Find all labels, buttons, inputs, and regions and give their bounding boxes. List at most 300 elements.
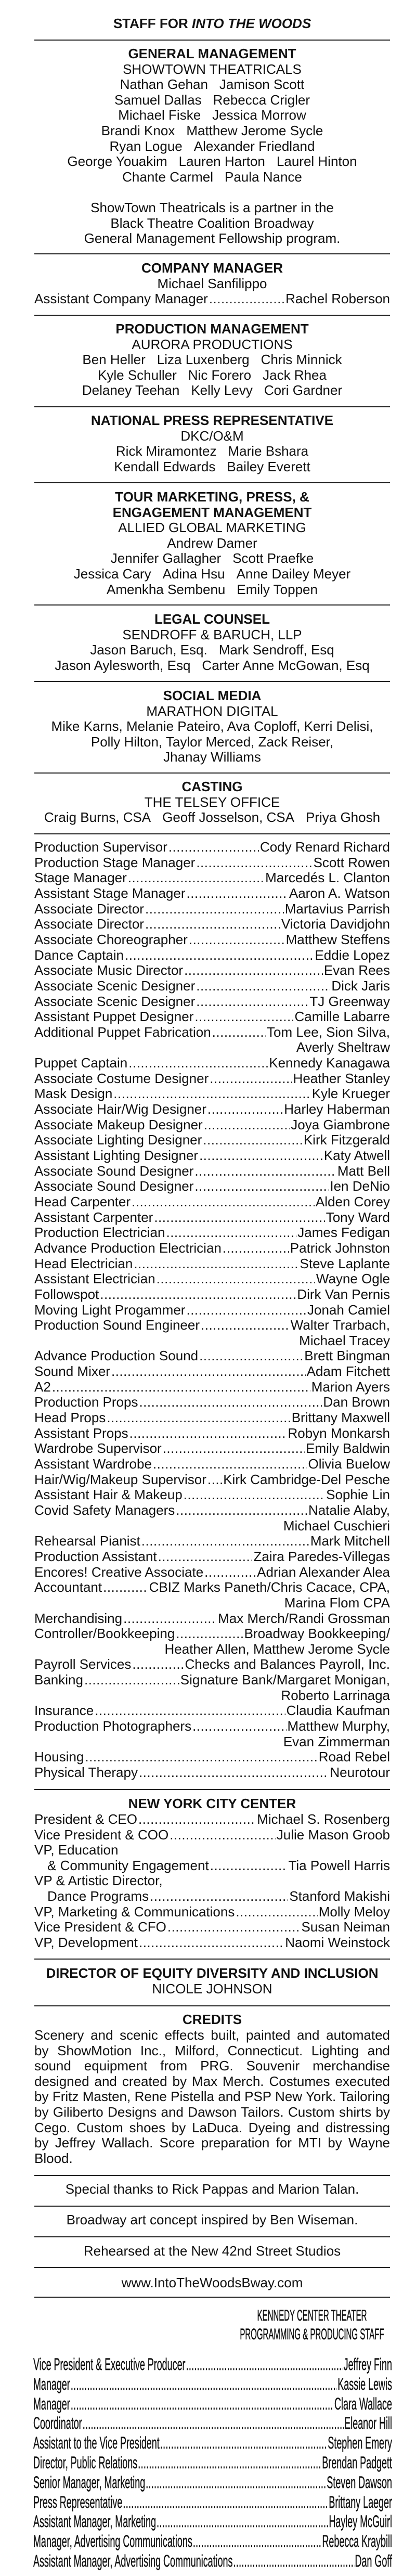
person-name: Marie Bshara bbox=[228, 443, 309, 459]
section-heading: LEGAL COUNSEL bbox=[154, 611, 270, 627]
credit-name: Sophie Lin bbox=[326, 1487, 390, 1503]
credit-name: Susan Neiman bbox=[301, 1919, 390, 1935]
credits-text-line: designed and created by Max Merch. Costumes executed bbox=[34, 2073, 390, 2089]
name-line bbox=[34, 749, 390, 765]
credit-role: Associate Music Director bbox=[34, 962, 184, 978]
kennedy-credit-row bbox=[33, 2394, 392, 2414]
rehearsal-venue: Rehearsed at the New 42nd Street Studios bbox=[83, 2243, 341, 2259]
credit-role: Associate Director bbox=[34, 900, 144, 917]
kennedy-credit-row bbox=[33, 2531, 392, 2551]
dot-leader bbox=[100, 1286, 296, 1302]
credit-row bbox=[34, 1472, 390, 1487]
credit-row bbox=[34, 1148, 390, 1163]
credit-row bbox=[34, 1071, 390, 1086]
credit-role: Accountant bbox=[34, 1579, 102, 1595]
credit-name: Steven Dawson bbox=[327, 2472, 392, 2492]
credit-row bbox=[34, 1579, 390, 1595]
credit-role: Followspot bbox=[34, 1286, 99, 1302]
dot-leader bbox=[107, 1410, 290, 1425]
dot-leader bbox=[128, 870, 264, 885]
credit-role: Assistant Props bbox=[34, 1425, 128, 1441]
credit-role: Assistant Hair & Makeup bbox=[34, 1487, 183, 1503]
note-line: Black Theatre Coalition Broadway bbox=[110, 215, 314, 231]
dot-leader bbox=[129, 1425, 287, 1441]
section-heading: PRODUCTION MANAGEMENT bbox=[115, 321, 309, 337]
person-name: Delaney Teehan bbox=[82, 382, 180, 398]
dot-leader bbox=[196, 994, 308, 1009]
credit-row bbox=[34, 1178, 390, 1194]
person-name: Paula Nance bbox=[224, 169, 302, 185]
credit-row bbox=[34, 1487, 390, 1502]
credit-row bbox=[34, 916, 390, 932]
kennedy-credit-row bbox=[33, 2492, 392, 2512]
credit-role: Sound Mixer bbox=[34, 1363, 110, 1380]
dot-leader bbox=[199, 1348, 303, 1363]
section-divider bbox=[34, 40, 390, 41]
page-title bbox=[34, 16, 390, 31]
company-name: AURORA PRODUCTIONS bbox=[132, 336, 293, 352]
person-name: Michael Sanfilippo bbox=[157, 275, 267, 291]
dot-leader bbox=[189, 932, 285, 947]
dot-leader bbox=[196, 978, 330, 994]
name-line bbox=[34, 367, 390, 383]
credit-role: Manager bbox=[33, 2394, 70, 2413]
credit-role: Banking bbox=[34, 1672, 83, 1688]
credit-row bbox=[34, 839, 390, 855]
person-name: Mike Karns, Melanie Pateiro, Ava Coploff, Kerri Delisi, bbox=[51, 718, 373, 735]
kennedy-credit-row bbox=[33, 2472, 392, 2492]
section-divider bbox=[34, 772, 390, 774]
person-name: Bailey Everett bbox=[227, 458, 310, 474]
kennedy-heading: KENNEDY CENTER THEATER bbox=[257, 2307, 367, 2324]
credit-role: Dance Captain bbox=[34, 947, 124, 963]
person-name: Nic Forero bbox=[188, 367, 252, 383]
credit-name: Mark Mitchell bbox=[310, 1533, 390, 1549]
dot-leader bbox=[184, 1487, 325, 1502]
name-line bbox=[34, 153, 390, 169]
special-thanks: Special thanks to Rick Pappas and Marion Talan. bbox=[65, 2181, 359, 2197]
credit-name: Martavius Parrish bbox=[284, 900, 390, 917]
credit-name: Checks and Balances Payroll, Inc. bbox=[185, 1656, 390, 1672]
dot-leader bbox=[150, 1888, 288, 1904]
credit-name: Matthew Murphy, bbox=[287, 1718, 390, 1734]
name-line bbox=[34, 92, 390, 108]
dot-leader bbox=[212, 1024, 266, 1040]
person-name: Michael Fiske bbox=[118, 107, 201, 123]
credit-row bbox=[34, 1935, 390, 1950]
kennedy-credit-row bbox=[33, 2511, 392, 2531]
dot-leader bbox=[52, 1379, 310, 1395]
credit-row bbox=[34, 1009, 390, 1024]
credit-name: Jonah Camiel bbox=[307, 1302, 390, 1318]
section-divider bbox=[34, 2005, 390, 2007]
credit-name: Robyn Monkarsh bbox=[288, 1425, 390, 1441]
credit-role: Assistant Company Manager bbox=[34, 291, 208, 307]
credit-name: Marcedés L. Clanton bbox=[265, 870, 390, 886]
credit-name: Marion Ayers bbox=[311, 1379, 390, 1395]
dot-leader bbox=[207, 1472, 222, 1487]
credit-role: VP, Marketing & Communications bbox=[34, 1903, 235, 1920]
name-line bbox=[34, 138, 390, 154]
dot-leader bbox=[125, 947, 314, 963]
section-divider bbox=[34, 2267, 390, 2269]
credit-name: Patrick Johnston bbox=[290, 1240, 390, 1256]
credit-role: Wardrobe Supervisor bbox=[34, 1440, 162, 1457]
credit-name: Adrian Alexander Alea bbox=[257, 1564, 390, 1580]
company-name: ALLIED GLOBAL MARKETING bbox=[118, 520, 306, 536]
dot-leader bbox=[160, 2433, 327, 2453]
credit-row bbox=[34, 1858, 390, 1873]
credit-role: Associate Makeup Designer bbox=[34, 1116, 203, 1132]
dot-leader bbox=[194, 1178, 329, 1194]
credit-row bbox=[34, 1718, 390, 1734]
dot-leader bbox=[111, 1363, 306, 1379]
kennedy-credit-row bbox=[33, 2551, 392, 2571]
credit-name: Eddie Lopez bbox=[315, 947, 390, 963]
credit-role: Vice President & COO bbox=[34, 1826, 169, 1843]
dot-leader bbox=[186, 1302, 306, 1318]
credit-name: Harley Haberman bbox=[284, 1101, 390, 1117]
person-name: Jessica Morrow bbox=[212, 107, 306, 123]
name-line bbox=[34, 107, 390, 123]
credit-row bbox=[34, 1626, 390, 1641]
dot-leader bbox=[210, 1858, 288, 1873]
company-name: SENDROFF & BARUCH, LLP bbox=[122, 626, 302, 642]
credit-role: Production Electrician bbox=[34, 1225, 165, 1241]
credit-name: Tony Ward bbox=[326, 1209, 390, 1225]
credit-name: Kirk Cambridge-Del Pesche bbox=[223, 1471, 390, 1487]
credit-row bbox=[34, 994, 390, 1009]
credit-row bbox=[34, 1672, 390, 1688]
dot-leader bbox=[209, 291, 284, 306]
credit-row bbox=[34, 1749, 390, 1764]
section-heading: GENERAL MANAGEMENT bbox=[128, 46, 296, 61]
credit-role: Mask Design bbox=[34, 1086, 113, 1102]
kennedy-credit-row bbox=[33, 2433, 392, 2453]
credit-role: Head Props bbox=[34, 1410, 106, 1426]
name-line bbox=[34, 382, 390, 398]
credit-name: Kassie Lewis bbox=[337, 2374, 392, 2393]
credit-role: Production Photographers bbox=[34, 1718, 192, 1734]
person-name: NICOLE JOHNSON bbox=[152, 1981, 272, 1997]
person-name: Adina Hsu bbox=[162, 566, 225, 582]
dot-leader bbox=[203, 1132, 303, 1148]
credit-row bbox=[34, 291, 390, 306]
section-heading: TOUR MARKETING, PRESS, & bbox=[115, 489, 309, 505]
credit-role: Associate Scenic Designer bbox=[34, 993, 196, 1009]
credit-row bbox=[34, 1194, 390, 1209]
credit-name: Cody Renard Richard bbox=[259, 839, 390, 855]
credit-name: Tia Powell Harris bbox=[288, 1857, 390, 1873]
credit-role: Vice President & CFO bbox=[34, 1919, 166, 1935]
dot-leader bbox=[132, 1656, 184, 1672]
credit-name: Camille Labarre bbox=[294, 1009, 390, 1025]
credits-text-line: Scenery and scenic effects built, painted and automated bbox=[34, 2027, 390, 2043]
credit-row bbox=[34, 1533, 390, 1549]
dot-leader bbox=[71, 2374, 337, 2394]
credit-row bbox=[34, 1394, 390, 1410]
credit-role: Assistant Puppet Designer bbox=[34, 1009, 194, 1025]
credit-row bbox=[34, 1086, 390, 1101]
credit-role: Coordinator bbox=[33, 2414, 82, 2433]
section-divider bbox=[34, 482, 390, 484]
credit-role: Head Electrician bbox=[34, 1255, 133, 1271]
credit-row bbox=[34, 1024, 390, 1040]
credit-name: Joya Giambrone bbox=[291, 1116, 390, 1132]
credit-name: Brittany Laeger bbox=[329, 2492, 392, 2511]
credit-role: Moving Light Progammer bbox=[34, 1302, 186, 1318]
company-name: THE TELSEY OFFICE bbox=[144, 794, 280, 810]
credit-name: Victoria Davidjohn bbox=[281, 916, 390, 932]
credit-name: Dirk Van Pernis bbox=[297, 1286, 390, 1302]
section-heading: NEW YORK CITY CENTER bbox=[128, 1796, 296, 1811]
credit-role: Advance Production Electrician bbox=[34, 1240, 222, 1256]
credit-role: Assistant to the Vice President bbox=[33, 2433, 160, 2453]
section-divider bbox=[34, 1789, 390, 1791]
person-name: Emily Toppen bbox=[237, 581, 318, 597]
credit-name: Wayne Ogle bbox=[316, 1271, 390, 1287]
credits-text-line: Cego. Custom shoes by LaDuca. Dyeing and distressing bbox=[34, 2119, 390, 2135]
credit-name: Kyle Krueger bbox=[311, 1086, 390, 1102]
dot-leader bbox=[123, 1611, 217, 1626]
kennedy-heading: PROGRAMMING & PRODUCING STAFF bbox=[240, 2326, 384, 2343]
person-name: Scott Praefke bbox=[232, 550, 314, 566]
credit-role: Manager bbox=[33, 2374, 70, 2393]
credit-role: Covid Safety Managers bbox=[34, 1502, 175, 1518]
credit-role: President & CEO bbox=[34, 1811, 137, 1827]
person-name: Jessica Cary bbox=[73, 566, 151, 582]
dot-leader bbox=[207, 1101, 283, 1117]
credit-name: Kirk Fitzgerald bbox=[303, 1132, 390, 1148]
credit-role: Director, Public Relations bbox=[33, 2453, 138, 2472]
credit-name: Molly Meloy bbox=[318, 1903, 390, 1920]
name-line bbox=[34, 459, 390, 474]
credit-name: Aaron A. Watson bbox=[289, 885, 390, 901]
credit-row bbox=[34, 1764, 390, 1780]
name-line bbox=[34, 566, 390, 582]
name-line bbox=[34, 169, 390, 185]
credit-name: Eleanor Hill bbox=[344, 2414, 392, 2433]
credit-name: Olivia Buelow bbox=[308, 1456, 390, 1472]
credit-name: Steve Laplante bbox=[300, 1255, 390, 1271]
credit-name: Brittany Maxwell bbox=[291, 1410, 390, 1426]
company-name: DKC/O&M bbox=[180, 428, 244, 444]
dot-leader bbox=[194, 1163, 336, 1179]
credit-name: Ien DeNio bbox=[330, 1178, 390, 1194]
dot-leader bbox=[186, 2354, 343, 2374]
name-line bbox=[34, 718, 390, 734]
person-name: Priya Ghosh bbox=[305, 809, 381, 826]
credit-row bbox=[34, 932, 390, 947]
person-name: Matthew Jerome Sycle bbox=[186, 123, 323, 138]
credit-role: Associate Sound Designer bbox=[34, 1178, 194, 1194]
credit-row bbox=[34, 1271, 390, 1286]
person-name: Jennifer Gallagher bbox=[110, 550, 222, 566]
credit-row bbox=[34, 1564, 390, 1580]
section-divider bbox=[34, 253, 390, 255]
credit-name: Neurotour bbox=[330, 1764, 390, 1780]
credit-name-continued: Roberto Larrinaga bbox=[281, 1687, 390, 1703]
credit-role: Manager, Advertising Communications bbox=[33, 2532, 192, 2551]
section-divider bbox=[34, 833, 390, 835]
credit-row bbox=[34, 1132, 390, 1148]
credit-row bbox=[34, 1611, 390, 1626]
name-line bbox=[34, 123, 390, 138]
dot-leader bbox=[85, 1749, 317, 1764]
dot-leader bbox=[194, 1009, 293, 1024]
dot-leader bbox=[204, 1117, 290, 1132]
dot-leader bbox=[187, 885, 288, 901]
credits-text-line: by Jeffrey Wallach. Score preparation for MTI by Wayne bbox=[34, 2135, 390, 2151]
credit-row bbox=[34, 1225, 390, 1240]
credit-row bbox=[34, 855, 390, 870]
credit-row bbox=[34, 901, 390, 917]
credit-role: Assistant Wardrobe bbox=[34, 1456, 152, 1472]
credit-role: Senior Manager, Marketing bbox=[33, 2472, 146, 2492]
credit-role: Housing bbox=[34, 1749, 84, 1765]
credit-role: Payroll Services bbox=[34, 1656, 132, 1672]
section-heading: ENGAGEMENT MANAGEMENT bbox=[112, 504, 312, 520]
credit-name: Adam Fitchett bbox=[306, 1363, 390, 1380]
credit-name: Brett Bingman bbox=[304, 1348, 390, 1364]
dot-leader bbox=[123, 2492, 328, 2512]
person-name: Geoff Josselson, CSA bbox=[162, 809, 294, 826]
credit-role: Production Stage Manager bbox=[34, 854, 196, 870]
section-divider bbox=[34, 2206, 390, 2207]
dot-leader bbox=[167, 1919, 301, 1935]
person-name: Polly Hilton, Taylor Merced, Zack Reiser, bbox=[90, 733, 334, 750]
credit-name: Matt Bell bbox=[337, 1163, 390, 1179]
dot-leader bbox=[170, 1827, 276, 1843]
section-heading: CASTING bbox=[181, 779, 243, 794]
credit-role: Assistant Electrician bbox=[34, 1271, 155, 1287]
person-name: Rick Miramontez bbox=[115, 443, 217, 459]
dot-leader bbox=[196, 855, 312, 870]
credit-row bbox=[34, 1919, 390, 1935]
credit-row bbox=[34, 1703, 390, 1718]
person-name: Jamison Scott bbox=[219, 76, 305, 93]
credit-row bbox=[34, 1055, 390, 1071]
person-name: Amenkha Sembenu bbox=[107, 581, 226, 597]
credit-row bbox=[34, 1888, 390, 1904]
credit-name: Julie Mason Groob bbox=[276, 1826, 390, 1843]
dot-leader bbox=[84, 1672, 179, 1688]
credit-name: Max Merch/Randi Grossman bbox=[218, 1610, 390, 1626]
credit-role: Press Representative bbox=[33, 2492, 123, 2511]
person-name: Carter Anne McGowan, Esq bbox=[202, 657, 370, 673]
dot-leader bbox=[157, 1271, 315, 1286]
title-prefix: STAFF FOR bbox=[113, 16, 192, 31]
person-name: Kyle Schuller bbox=[98, 367, 177, 383]
dot-leader bbox=[139, 1394, 322, 1410]
dot-leader bbox=[153, 1456, 307, 1472]
credit-role: Production Supervisor bbox=[34, 839, 167, 855]
credit-name: Katy Atwell bbox=[323, 1148, 390, 1163]
credit-row bbox=[34, 947, 390, 963]
credit-role: Insurance bbox=[34, 1703, 94, 1719]
person-name: Rebecca Crigler bbox=[213, 92, 310, 108]
credit-row bbox=[34, 1811, 390, 1827]
section-divider bbox=[34, 2175, 390, 2176]
dot-leader bbox=[132, 1194, 315, 1209]
credit-name: Dick Jaris bbox=[331, 977, 390, 994]
credit-name: Tom Lee, Sion Silva, bbox=[266, 1024, 390, 1040]
credit-role: Vice President & Executive Producer bbox=[33, 2355, 186, 2374]
name-line bbox=[34, 550, 390, 566]
credit-role: Production Props bbox=[34, 1394, 138, 1410]
credit-name: Broadway Bookkeeping/ bbox=[244, 1626, 390, 1642]
credit-role: Dance Programs bbox=[47, 1888, 149, 1904]
credit-row bbox=[34, 1317, 390, 1333]
credit-role-prefix: VP & Artistic Director, bbox=[34, 1873, 163, 1889]
dot-leader bbox=[139, 1935, 284, 1950]
credit-name: Signature Bank/Margaret Monigan, bbox=[180, 1672, 390, 1688]
website-link[interactable]: www.IntoTheWoodsBway.com bbox=[121, 2275, 303, 2290]
credit-row bbox=[34, 1363, 390, 1379]
name-line bbox=[34, 276, 390, 291]
section-divider bbox=[34, 604, 390, 606]
section-heading: DIRECTOR OF EQUITY DIVERSITY AND INCLUSION bbox=[46, 1965, 379, 1981]
person-name: Ben Heller bbox=[82, 352, 146, 368]
credit-role: A2 bbox=[34, 1379, 51, 1395]
credit-role: & Community Engagement bbox=[47, 1857, 209, 1873]
credit-name: Evan Rees bbox=[323, 962, 390, 978]
credit-name-continued: Michael Tracey bbox=[299, 1332, 390, 1348]
credit-row bbox=[34, 1904, 390, 1920]
dot-leader bbox=[103, 1579, 148, 1595]
credit-row bbox=[34, 1440, 390, 1456]
credit-row bbox=[34, 1827, 390, 1843]
credit-name: Road Rebel bbox=[318, 1749, 390, 1765]
credit-role: Associate Costume Designer bbox=[34, 1070, 209, 1086]
person-name: Craig Burns, CSA bbox=[44, 809, 151, 826]
credit-row bbox=[34, 1209, 390, 1225]
dot-leader bbox=[199, 1148, 323, 1163]
credit-row bbox=[34, 1502, 390, 1518]
section-divider bbox=[34, 2236, 390, 2238]
person-name: Liza Luxenberg bbox=[157, 352, 250, 368]
credit-role: Assistant Lighting Designer bbox=[34, 1148, 199, 1163]
credit-row bbox=[34, 1410, 390, 1425]
credit-row bbox=[34, 1240, 390, 1256]
dot-leader bbox=[163, 1440, 305, 1456]
credit-name: Dan Goff bbox=[355, 2552, 392, 2570]
section-heading: COMPANY MANAGER bbox=[141, 260, 283, 276]
person-name: Nathan Gehan bbox=[120, 76, 208, 93]
person-name: Chris Minnick bbox=[261, 352, 342, 368]
credit-role: Physical Therapy bbox=[34, 1764, 138, 1780]
credit-role: Associate Scenic Designer bbox=[34, 977, 196, 994]
dot-leader bbox=[134, 1256, 298, 1271]
credits-text-line: Blood. bbox=[34, 2150, 73, 2166]
person-name: Kelly Levy bbox=[191, 382, 253, 398]
credit-row bbox=[34, 1256, 390, 1271]
credit-name: TJ Greenway bbox=[309, 993, 390, 1009]
credit-row bbox=[34, 1656, 390, 1672]
art-concept-credit: Broadway art concept inspired by Ben Wiseman. bbox=[66, 2212, 358, 2227]
dot-leader bbox=[95, 1703, 285, 1718]
kennedy-credit-row bbox=[33, 2453, 392, 2472]
credit-row bbox=[34, 1286, 390, 1302]
credit-role: Puppet Captain bbox=[34, 1055, 128, 1071]
credit-name: Walter Trarbach, bbox=[290, 1317, 390, 1333]
kennedy-credit-row bbox=[33, 2374, 392, 2394]
name-line bbox=[34, 443, 390, 459]
dot-leader bbox=[138, 2453, 321, 2472]
credit-row bbox=[34, 1163, 390, 1179]
credit-name: Scott Rowen bbox=[313, 854, 390, 870]
kennedy-credit-row bbox=[33, 2413, 392, 2433]
